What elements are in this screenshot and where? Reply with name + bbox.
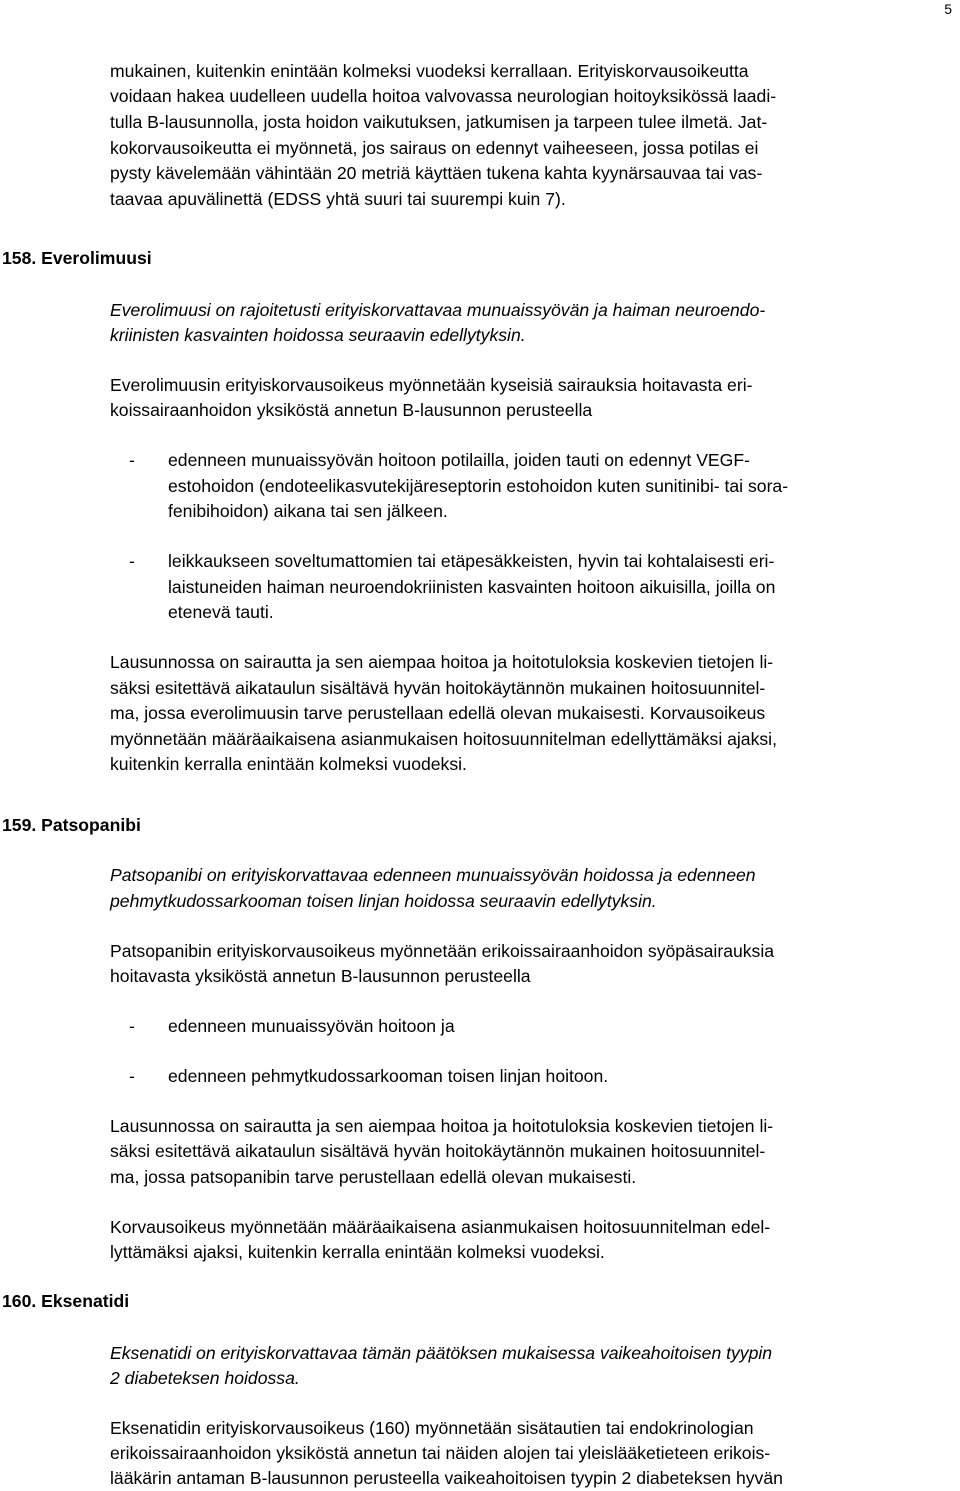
text-line: estohoidon (endoteelikasvutekijäreseptorin estohoidon kuten sunitinibi- tai sora- — [168, 476, 789, 496]
text-line: koissairaanhoidon yksiköstä annetun B-lausunnon perusteella — [110, 400, 593, 420]
text-line: fenibihoidon) aikana tai sen jälkeen. — [168, 501, 448, 521]
text-line: Eksenatidin erityiskorvausoikeus (160) myönnetään sisätautien tai endokrinologian — [110, 1418, 754, 1438]
text-line: ma, jossa everolimuusin tarve perustellaan edellä olevan mukaisesti. Korvausoikeus — [110, 703, 766, 723]
text-line: ma, jossa patsopanibin tarve perustellaan edellä olevan mukaisesti. — [110, 1167, 637, 1187]
text-line: Eksenatidi on erityiskorvattavaa tämän päätöksen mukaisessa vaikeahoitoisen tyypin — [110, 1343, 773, 1363]
bullet-dash: - — [129, 551, 135, 571]
text-line: kokorvausoikeutta ei myönnetä, jos sairaus on edennyt vaiheeseen, jossa potilas ei — [110, 138, 759, 158]
text-line: tulla B-lausunnolla, josta hoidon vaikutuksen, jatkumisen ja tarpeen tulee ilmetä. Jat- — [110, 112, 768, 132]
text-line: mukainen, kuitenkin enintään kolmeksi vuodeksi kerrallaan. Erityiskorvausoikeutta — [110, 61, 749, 81]
section-heading: 159. Patsopanibi — [2, 815, 141, 835]
text-line: myönnetään määräaikaisena asianmukaisen hoitosuunnitelman edellyttämäksi ajaksi, — [110, 729, 777, 749]
text-line: Korvausoikeus myönnetään määräaikaisena asianmukaisen hoitosuunnitelman edel- — [110, 1217, 771, 1237]
text-line: edenneen munuaissyövän hoitoon ja — [168, 1016, 455, 1036]
bullet-dash: - — [129, 1016, 135, 1036]
text-line: erikoissairaanhoidon yksiköstä annetun tai näiden alojen tai yleislääketieteen erikois- — [110, 1443, 771, 1463]
text-line: voidaan hakea uudelleen uudella hoitoa valvovassa neurologian hoitoyksikössä laadi- — [110, 86, 777, 106]
text-line: kuitenkin kerralla enintään kolmeksi vuodeksi. — [110, 754, 467, 774]
text-line: säksi esitettävä aikataulun sisältävä hyvän hoitokäytännön mukainen hoitosuunnitel- — [110, 678, 766, 698]
page-number: 5 — [944, 1, 952, 17]
text-line: Lausunnossa on sairautta ja sen aiempaa hoitoa ja hoitotuloksia koskevien tietojen li- — [110, 652, 774, 672]
text-line: Patsopanibi on erityiskorvattavaa edenneen munuaissyövän hoidossa ja edenneen — [110, 865, 756, 885]
text-line: kriinisten kasvainten hoidossa seuraavin edellytyksin. — [110, 325, 526, 345]
text-line: edenneen munuaissyövän hoitoon potilailla, joiden tauti on edennyt VEGF- — [168, 450, 750, 470]
text-line: hoitavasta yksiköstä annetun B-lausunnon perusteella — [110, 966, 531, 986]
text-line: laistuneiden haiman neuroendokriinisten kasvainten hoitoon aikuisilla, joilla on — [168, 577, 776, 597]
text-line: pehmytkudossarkooman toisen linjan hoidossa seuraavin edellytyksin. — [110, 891, 657, 911]
text-line: pysty kävelemään vähintään 20 metriä käyttäen tukena kahta kyynärsauvaa tai vas- — [110, 163, 763, 183]
text-line: Everolimuusin erityiskorvausoikeus myönnetään kyseisiä sairauksia hoitavasta eri- — [110, 375, 753, 395]
text-line: 2 diabeteksen hoidossa. — [110, 1368, 300, 1388]
text-line: etenevä tauti. — [168, 602, 274, 622]
section-heading: 160. Eksenatidi — [2, 1291, 130, 1311]
section-heading: 158. Everolimuusi — [2, 248, 152, 268]
bullet-dash: - — [129, 1066, 135, 1086]
bullet-dash: - — [129, 450, 135, 470]
text-line: leikkaukseen soveltumattomien tai etäpesäkkeisten, hyvin tai kohtalaisesti eri- — [168, 551, 775, 571]
text-line: Lausunnossa on sairautta ja sen aiempaa hoitoa ja hoitotuloksia koskevien tietojen li- — [110, 1116, 774, 1136]
text-line: lyttämäksi ajaksi, kuitenkin kerralla enintään kolmeksi vuodeksi. — [110, 1242, 605, 1262]
text-line: säksi esitettävä aikataulun sisältävä hyvän hoitokäytännön mukainen hoitosuunnitel- — [110, 1141, 766, 1161]
text-line: lääkärin antaman B-lausunnon perusteella vaikeahoitoisen tyypin 2 diabeteksen hyvän — [110, 1468, 783, 1488]
text-line: taavaa apuvälinettä (EDSS yhtä suuri tai suurempi kuin 7). — [110, 189, 566, 209]
text-line: Patsopanibin erityiskorvausoikeus myönnetään erikoissairaanhoidon syöpäsairauksia — [110, 941, 775, 961]
text-line: Everolimuusi on rajoitetusti erityiskorvattavaa munuaissyövän ja haiman neuroendo- — [110, 300, 766, 320]
text-line: edenneen pehmytkudossarkooman toisen linjan hoitoon. — [168, 1066, 609, 1086]
